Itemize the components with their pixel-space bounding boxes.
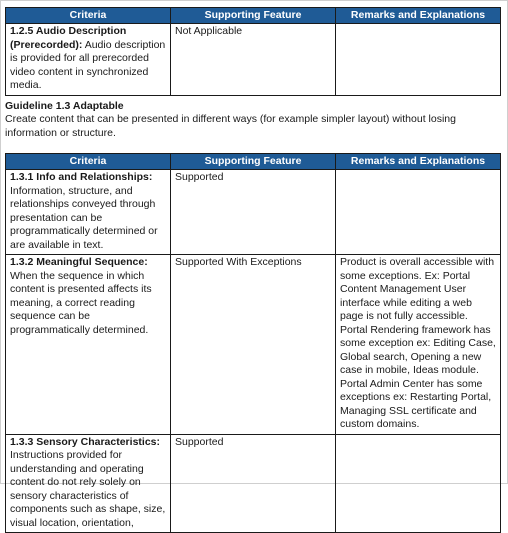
table-row bbox=[6, 255, 501, 435]
criteria-title: 1.2.5 Audio Description (Prerecorded): bbox=[10, 25, 127, 51]
criteria-text: When the sequence in which content is presented affects its meaning, a correct reading sequence can be programmatically determined. bbox=[10, 269, 152, 336]
supporting-feature-cell: Supported bbox=[171, 170, 336, 255]
remarks-cell: Product is overall accessible with some exceptions. Ex: Portal Content Management User interface while editing a web page is not fully accessible. Portal Rendering framework has some exception ex: Editing Case, Global search, Opening a new case in mobile, Ideas module. Portal Admin Center has some exceptions ex: Restarting Portal, Managing SSL certificate and custom domains. bbox=[336, 255, 501, 435]
table-header-row bbox=[6, 8, 501, 24]
criteria-title: 1.3.2 Meaningful Sequence: bbox=[10, 256, 148, 268]
table-row bbox=[6, 434, 501, 533]
criteria-cell bbox=[6, 255, 171, 435]
guideline-title: Guideline 1.3 Adaptable bbox=[5, 100, 124, 112]
column-header-supporting-feature: Supporting Feature bbox=[171, 8, 336, 24]
criteria-text: Information, structure, and relationships conveyed through presentation can be programmatically determined or are available in text. bbox=[10, 184, 158, 251]
supporting-feature-cell: Not Applicable bbox=[171, 24, 336, 96]
column-header-supporting-feature: Supporting Feature bbox=[171, 154, 336, 170]
table-row bbox=[6, 24, 501, 96]
criteria-table-1 bbox=[5, 7, 501, 96]
criteria-title: 1.3.1 Info and Relationships: bbox=[10, 171, 153, 183]
remarks-cell bbox=[336, 434, 501, 533]
guideline-description: Create content that can be presented in different ways (for example simpler layout) without losing information or structure. bbox=[5, 113, 456, 139]
remarks-cell bbox=[336, 170, 501, 255]
column-header-criteria: Criteria bbox=[6, 154, 171, 170]
supporting-feature-cell: Supported bbox=[171, 434, 336, 533]
criteria-text: Instructions provided for understanding and operating content do not rely solely on sensory characteristics of components such as shape, size, visual location, orientation, bbox=[10, 449, 166, 529]
column-header-remarks: Remarks and Explanations bbox=[336, 8, 501, 24]
criteria-text: Audio description is provided for all prerecorded video content in synchronized media. bbox=[10, 38, 166, 91]
table-header-row bbox=[6, 154, 501, 170]
table-row bbox=[6, 170, 501, 255]
supporting-feature-cell: Supported With Exceptions bbox=[171, 255, 336, 435]
criteria-cell bbox=[6, 170, 171, 255]
criteria-title: 1.3.3 Sensory Characteristics: bbox=[10, 435, 160, 448]
criteria-cell bbox=[6, 434, 171, 533]
criteria-table-2 bbox=[5, 153, 501, 533]
remarks-cell bbox=[336, 24, 501, 96]
column-header-criteria: Criteria bbox=[6, 8, 171, 24]
criteria-cell bbox=[6, 24, 171, 96]
column-header-remarks: Remarks and Explanations bbox=[336, 154, 501, 170]
